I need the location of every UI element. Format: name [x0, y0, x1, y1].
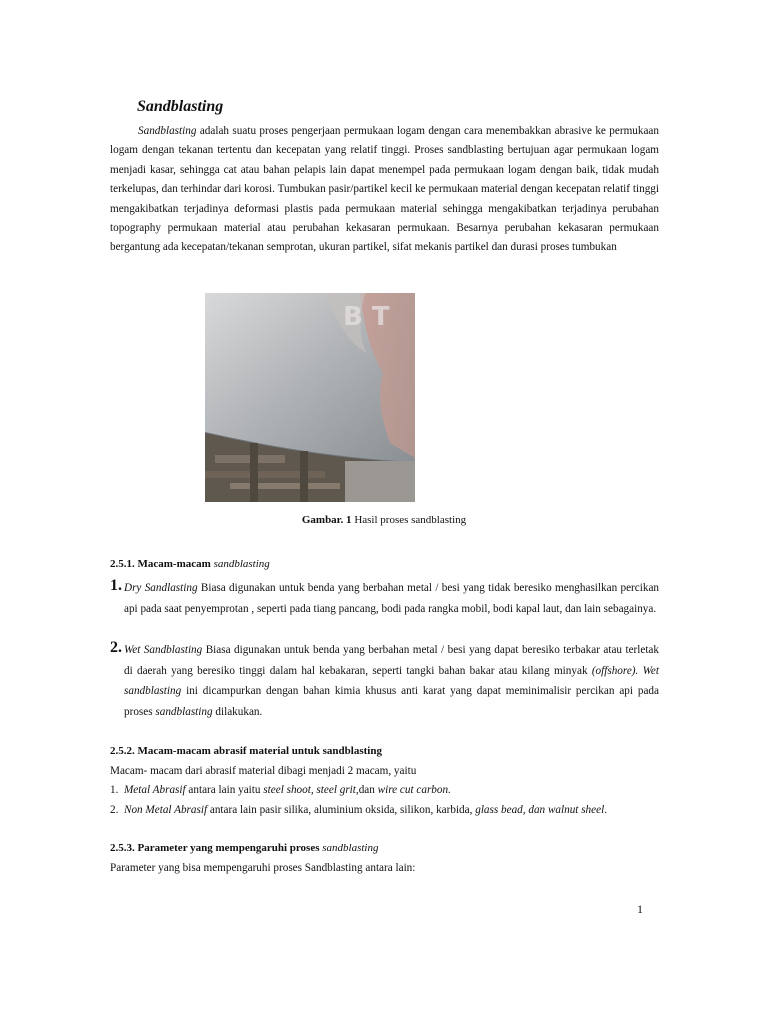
figure-caption-text: Hasil proses sandblasting — [351, 514, 467, 526]
list-item-wet-sandblasting: Wet Sandblasting Biasa digunakan untuk benda yang berbahan metal / besi yang dapat beresiko terbakar atau terletak di daerah yang beresiko tinggi dalam hal kebakaran, seperti tangki bahan bakar atau kilang minyak (offshore). Wet sandblasting ini dicampurkan dengan bahan kimia khusus anti karat yang dapat meminimalisir percikan api pada proses sandblasting dilakukan. — [124, 644, 659, 718]
section-heading-2-5-2: 2.5.2. Macam-macam abrasif material untuk sandblasting — [110, 745, 382, 757]
list-number-2: 2. — [110, 639, 122, 656]
document-title: Sandblasting — [137, 98, 224, 115]
sandblasted-hull-image — [205, 293, 415, 502]
section-heading-2-5-1: 2.5.1. Macam-macam sandblasting — [110, 558, 270, 570]
section3-intro: Parameter yang bisa mempengaruhi proses Sandblasting antara lain: — [110, 862, 416, 874]
section2-intro: Macam- macam dari abrasif material dibagi menjadi 2 macam, yaitu — [110, 765, 417, 777]
abrasive-item-non-metal: 2. Non Metal Abrasif antara lain pasir silika, aluminium oksida, silikon, karbida, glass bead, dan walnut sheel. — [110, 804, 607, 816]
figure-label: Gambar. 1 — [301, 514, 352, 526]
list-item-dry-sandblasting: Dry Sandlasting Biasa digunakan untuk benda yang berbahan metal / besi yang tidak beresiko menghasilkan percikan api pada saat penyemprotan , seperti pada tiang pancang, bodi pada rangka mobil, bodi kapal laut, dan lain sebagainya. — [124, 582, 660, 615]
abrasive-item-metal: 1. Metal Abrasif antara lain yaitu steel shoot, steel grit,dan wire cut carbon. — [110, 784, 451, 796]
intro-text: adalah suatu proses pengerjaan permukaan logam dengan cara menembakkan abrasive ke permukaan logam dengan tekanan tertentu dan kecepatan yang relatif tinggi. Proses sandblasting bertujuan agar permukaan logam menjadi kasar, sehingga cat atau bahan pelapis lain dapat menempel pada permukaan logam dengan baik, tidak mudah terkelupas, dan terhindar dari korosi. Tumbukan pasir/partikel kecil ke permukaan material dengan kecepatan relatif tinggi mengakibatkan terjadinya deformasi plastis pada permukaan material sehingga mengakibatkan terjadinya perubahan topography permukaan material atau perubahan kekasaran permukaan. Besarnya perubahan kekasaran permukaan bergantung ada kecepatan/tekanan semprotan, ukuran partikel, sifat mekanis partikel dan durasi proses tumbukan — [110, 125, 659, 254]
page-number: 1 — [637, 902, 643, 916]
list-number-1: 1. — [110, 577, 122, 594]
intro-paragraph — [110, 122, 659, 258]
figure-caption — [0, 514, 768, 526]
sandblasting-photo — [205, 293, 415, 502]
hull-stencil-letters: B T — [343, 302, 390, 332]
section-heading-2-5-3: 2.5.3. Parameter yang mempengaruhi proses sandblasting — [110, 842, 379, 854]
intro-term: Sandblasting — [138, 125, 197, 137]
